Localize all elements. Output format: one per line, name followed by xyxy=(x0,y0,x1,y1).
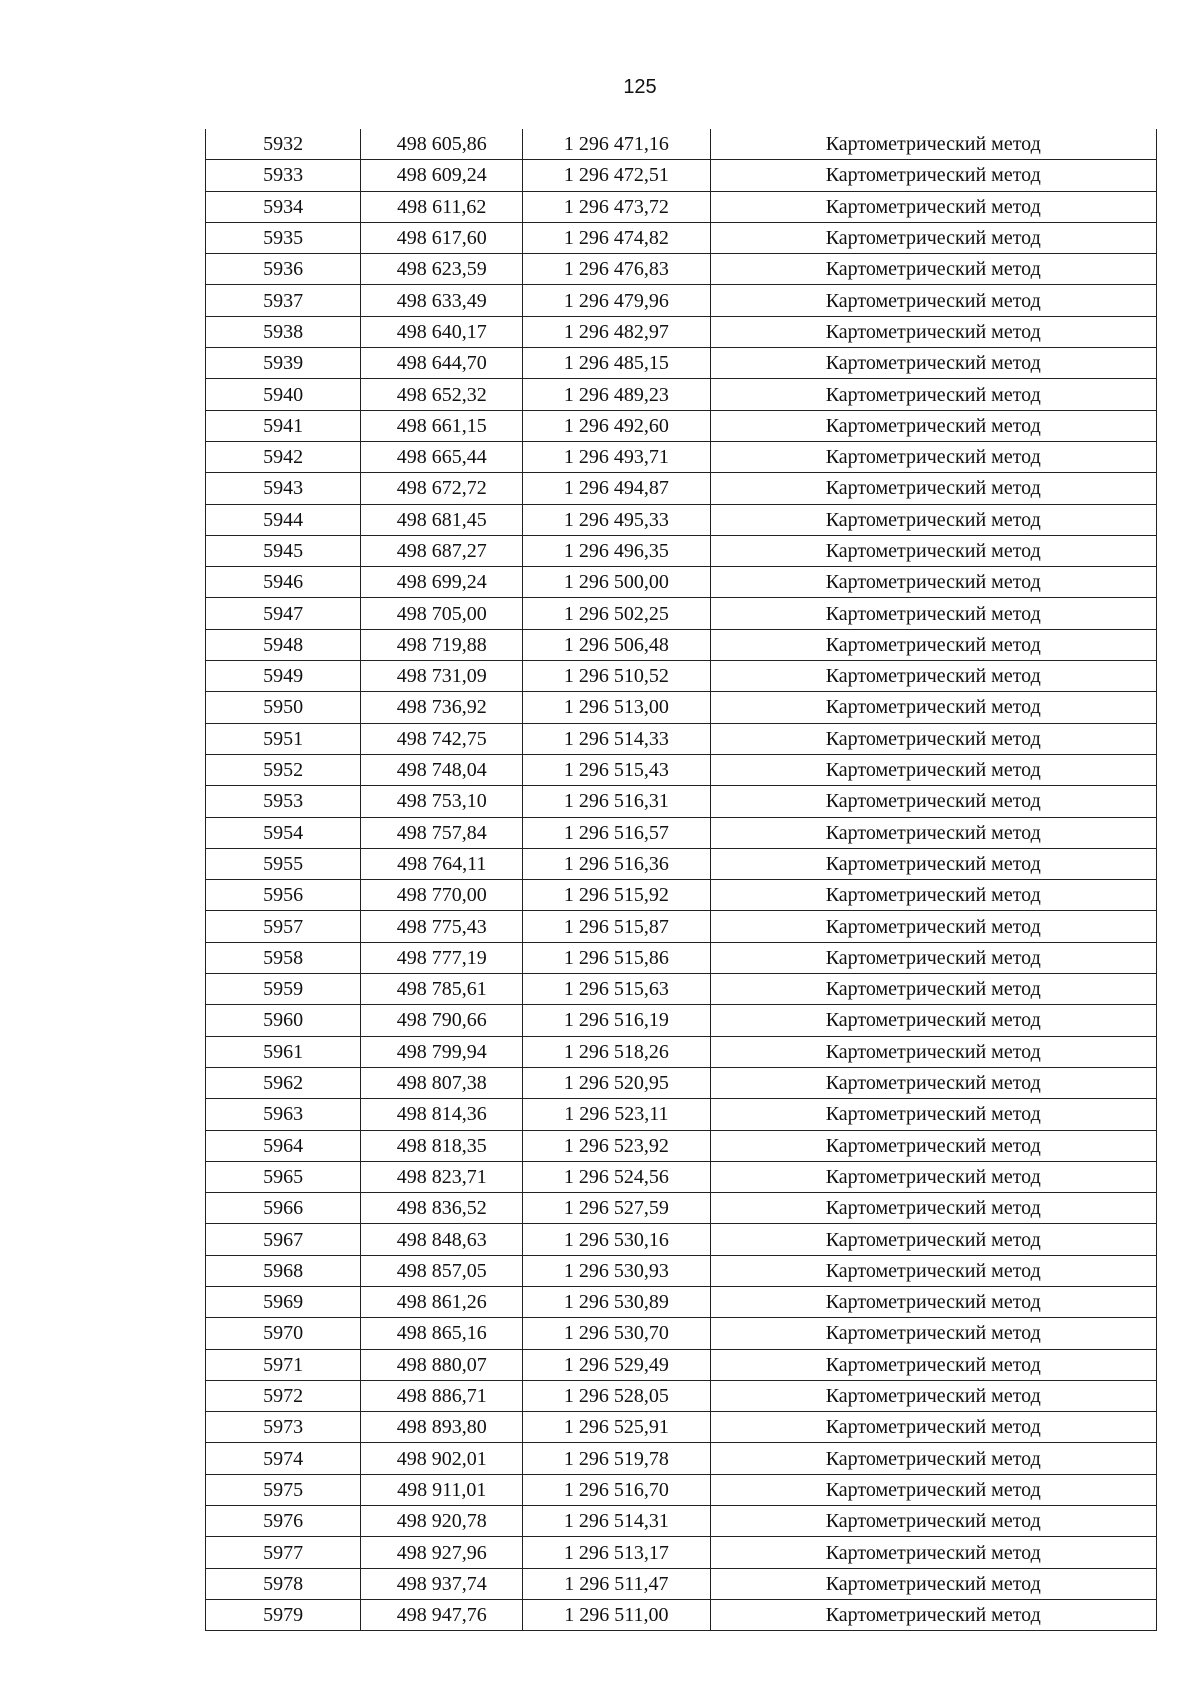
table-row xyxy=(206,974,1157,1005)
point-number-cell: 5933 xyxy=(206,160,361,191)
table-row xyxy=(206,661,1157,692)
table-row xyxy=(206,504,1157,535)
point-number-cell: 5949 xyxy=(206,661,361,692)
method-cell: Картометрический метод xyxy=(710,285,1157,316)
method-cell: Картометрический метод xyxy=(710,661,1157,692)
y-coordinate-cell: 1 296 515,86 xyxy=(523,942,710,973)
x-coordinate-cell: 498 777,19 xyxy=(361,942,523,973)
y-coordinate-cell: 1 296 494,87 xyxy=(523,473,710,504)
x-coordinate-cell: 498 818,35 xyxy=(361,1130,523,1161)
y-coordinate-cell: 1 296 524,56 xyxy=(523,1161,710,1192)
point-number-cell: 5959 xyxy=(206,974,361,1005)
point-number-cell: 5944 xyxy=(206,504,361,535)
y-coordinate-cell: 1 296 518,26 xyxy=(523,1036,710,1067)
table-row xyxy=(206,1286,1157,1317)
x-coordinate-cell: 498 699,24 xyxy=(361,567,523,598)
x-coordinate-cell: 498 799,94 xyxy=(361,1036,523,1067)
method-cell: Картометрический метод xyxy=(710,1286,1157,1317)
y-coordinate-cell: 1 296 527,59 xyxy=(523,1193,710,1224)
x-coordinate-cell: 498 814,36 xyxy=(361,1099,523,1130)
y-coordinate-cell: 1 296 502,25 xyxy=(523,598,710,629)
method-cell: Картометрический метод xyxy=(710,348,1157,379)
point-number-cell: 5950 xyxy=(206,692,361,723)
y-coordinate-cell: 1 296 506,48 xyxy=(523,629,710,660)
y-coordinate-cell: 1 296 513,17 xyxy=(523,1537,710,1568)
method-cell: Картометрический метод xyxy=(710,786,1157,817)
y-coordinate-cell: 1 296 492,60 xyxy=(523,410,710,441)
table-row xyxy=(206,848,1157,879)
method-cell: Картометрический метод xyxy=(710,160,1157,191)
method-cell: Картометрический метод xyxy=(710,1443,1157,1474)
y-coordinate-cell: 1 296 514,31 xyxy=(523,1506,710,1537)
y-coordinate-cell: 1 296 516,36 xyxy=(523,848,710,879)
x-coordinate-cell: 498 937,74 xyxy=(361,1568,523,1599)
y-coordinate-cell: 1 296 515,43 xyxy=(523,754,710,785)
point-number-cell: 5936 xyxy=(206,254,361,285)
method-cell: Картометрический метод xyxy=(710,974,1157,1005)
x-coordinate-cell: 498 880,07 xyxy=(361,1349,523,1380)
table-row xyxy=(206,129,1157,160)
method-cell: Картометрический метод xyxy=(710,1318,1157,1349)
x-coordinate-cell: 498 705,00 xyxy=(361,598,523,629)
table-row xyxy=(206,254,1157,285)
x-coordinate-cell: 498 687,27 xyxy=(361,535,523,566)
x-coordinate-cell: 498 623,59 xyxy=(361,254,523,285)
x-coordinate-cell: 498 617,60 xyxy=(361,222,523,253)
point-number-cell: 5952 xyxy=(206,754,361,785)
point-number-cell: 5966 xyxy=(206,1193,361,1224)
point-number-cell: 5975 xyxy=(206,1474,361,1505)
point-number-cell: 5968 xyxy=(206,1255,361,1286)
x-coordinate-cell: 498 753,10 xyxy=(361,786,523,817)
method-cell: Картометрический метод xyxy=(710,911,1157,942)
method-cell: Картометрический метод xyxy=(710,1036,1157,1067)
table-row xyxy=(206,316,1157,347)
x-coordinate-cell: 498 927,96 xyxy=(361,1537,523,1568)
table-row xyxy=(206,911,1157,942)
method-cell: Картометрический метод xyxy=(710,629,1157,660)
point-number-cell: 5941 xyxy=(206,410,361,441)
y-coordinate-cell: 1 296 516,70 xyxy=(523,1474,710,1505)
x-coordinate-cell: 498 902,01 xyxy=(361,1443,523,1474)
table-row xyxy=(206,1224,1157,1255)
y-coordinate-cell: 1 296 530,89 xyxy=(523,1286,710,1317)
point-number-cell: 5973 xyxy=(206,1412,361,1443)
point-number-cell: 5932 xyxy=(206,129,361,160)
x-coordinate-cell: 498 736,92 xyxy=(361,692,523,723)
y-coordinate-cell: 1 296 474,82 xyxy=(523,222,710,253)
point-number-cell: 5942 xyxy=(206,441,361,472)
method-cell: Картометрический метод xyxy=(710,1599,1157,1630)
method-cell: Картометрический метод xyxy=(710,1349,1157,1380)
point-number-cell: 5957 xyxy=(206,911,361,942)
method-cell: Картометрический метод xyxy=(710,1067,1157,1098)
method-cell: Картометрический метод xyxy=(710,1380,1157,1411)
point-number-cell: 5965 xyxy=(206,1161,361,1192)
point-number-cell: 5963 xyxy=(206,1099,361,1130)
x-coordinate-cell: 498 785,61 xyxy=(361,974,523,1005)
x-coordinate-cell: 498 652,32 xyxy=(361,379,523,410)
y-coordinate-cell: 1 296 516,31 xyxy=(523,786,710,817)
point-number-cell: 5939 xyxy=(206,348,361,379)
coordinates-table-body xyxy=(206,129,1157,1631)
table-row xyxy=(206,1568,1157,1599)
table-row xyxy=(206,1349,1157,1380)
table-row xyxy=(206,567,1157,598)
method-cell: Картометрический метод xyxy=(710,1537,1157,1568)
table-row xyxy=(206,598,1157,629)
method-cell: Картометрический метод xyxy=(710,504,1157,535)
table-row xyxy=(206,379,1157,410)
y-coordinate-cell: 1 296 510,52 xyxy=(523,661,710,692)
y-coordinate-cell: 1 296 530,16 xyxy=(523,1224,710,1255)
y-coordinate-cell: 1 296 489,23 xyxy=(523,379,710,410)
table-row xyxy=(206,1506,1157,1537)
table-row xyxy=(206,191,1157,222)
point-number-cell: 5937 xyxy=(206,285,361,316)
x-coordinate-cell: 498 748,04 xyxy=(361,754,523,785)
x-coordinate-cell: 498 886,71 xyxy=(361,1380,523,1411)
x-coordinate-cell: 498 861,26 xyxy=(361,1286,523,1317)
point-number-cell: 5964 xyxy=(206,1130,361,1161)
x-coordinate-cell: 498 911,01 xyxy=(361,1474,523,1505)
x-coordinate-cell: 498 947,76 xyxy=(361,1599,523,1630)
x-coordinate-cell: 498 609,24 xyxy=(361,160,523,191)
method-cell: Картометрический метод xyxy=(710,567,1157,598)
point-number-cell: 5979 xyxy=(206,1599,361,1630)
table-row xyxy=(206,348,1157,379)
point-number-cell: 5962 xyxy=(206,1067,361,1098)
table-row xyxy=(206,1255,1157,1286)
point-number-cell: 5967 xyxy=(206,1224,361,1255)
table-row xyxy=(206,942,1157,973)
point-number-cell: 5955 xyxy=(206,848,361,879)
method-cell: Картометрический метод xyxy=(710,754,1157,785)
table-row xyxy=(206,1412,1157,1443)
y-coordinate-cell: 1 296 513,00 xyxy=(523,692,710,723)
coordinates-table xyxy=(205,129,1157,1631)
table-row xyxy=(206,160,1157,191)
point-number-cell: 5948 xyxy=(206,629,361,660)
table-row xyxy=(206,880,1157,911)
x-coordinate-cell: 498 672,72 xyxy=(361,473,523,504)
y-coordinate-cell: 1 296 516,19 xyxy=(523,1005,710,1036)
y-coordinate-cell: 1 296 516,57 xyxy=(523,817,710,848)
y-coordinate-cell: 1 296 511,47 xyxy=(523,1568,710,1599)
point-number-cell: 5935 xyxy=(206,222,361,253)
point-number-cell: 5972 xyxy=(206,1380,361,1411)
table-row xyxy=(206,629,1157,660)
table-row xyxy=(206,1130,1157,1161)
table-row xyxy=(206,1537,1157,1568)
x-coordinate-cell: 498 836,52 xyxy=(361,1193,523,1224)
x-coordinate-cell: 498 661,15 xyxy=(361,410,523,441)
y-coordinate-cell: 1 296 473,72 xyxy=(523,191,710,222)
method-cell: Картометрический метод xyxy=(710,598,1157,629)
method-cell: Картометрический метод xyxy=(710,1130,1157,1161)
page-number: 125 xyxy=(623,76,657,98)
x-coordinate-cell: 498 775,43 xyxy=(361,911,523,942)
x-coordinate-cell: 498 807,38 xyxy=(361,1067,523,1098)
point-number-cell: 5977 xyxy=(206,1537,361,1568)
y-coordinate-cell: 1 296 471,16 xyxy=(523,129,710,160)
y-coordinate-cell: 1 296 514,33 xyxy=(523,723,710,754)
method-cell: Картометрический метод xyxy=(710,1412,1157,1443)
x-coordinate-cell: 498 790,66 xyxy=(361,1005,523,1036)
x-coordinate-cell: 498 605,86 xyxy=(361,129,523,160)
x-coordinate-cell: 498 644,70 xyxy=(361,348,523,379)
table-row xyxy=(206,1599,1157,1630)
x-coordinate-cell: 498 764,11 xyxy=(361,848,523,879)
method-cell: Картометрический метод xyxy=(710,1255,1157,1286)
point-number-cell: 5940 xyxy=(206,379,361,410)
point-number-cell: 5943 xyxy=(206,473,361,504)
x-coordinate-cell: 498 757,84 xyxy=(361,817,523,848)
method-cell: Картометрический метод xyxy=(710,316,1157,347)
y-coordinate-cell: 1 296 515,63 xyxy=(523,974,710,1005)
point-number-cell: 5934 xyxy=(206,191,361,222)
y-coordinate-cell: 1 296 529,49 xyxy=(523,1349,710,1380)
y-coordinate-cell: 1 296 476,83 xyxy=(523,254,710,285)
x-coordinate-cell: 498 893,80 xyxy=(361,1412,523,1443)
method-cell: Картометрический метод xyxy=(710,1568,1157,1599)
point-number-cell: 5958 xyxy=(206,942,361,973)
y-coordinate-cell: 1 296 496,35 xyxy=(523,535,710,566)
table-row xyxy=(206,535,1157,566)
x-coordinate-cell: 498 681,45 xyxy=(361,504,523,535)
x-coordinate-cell: 498 823,71 xyxy=(361,1161,523,1192)
method-cell: Картометрический метод xyxy=(710,1193,1157,1224)
method-cell: Картометрический метод xyxy=(710,1224,1157,1255)
method-cell: Картометрический метод xyxy=(710,441,1157,472)
table-row xyxy=(206,817,1157,848)
point-number-cell: 5971 xyxy=(206,1349,361,1380)
x-coordinate-cell: 498 770,00 xyxy=(361,880,523,911)
point-number-cell: 5938 xyxy=(206,316,361,347)
y-coordinate-cell: 1 296 495,33 xyxy=(523,504,710,535)
table-row xyxy=(206,786,1157,817)
point-number-cell: 5947 xyxy=(206,598,361,629)
method-cell: Картометрический метод xyxy=(710,129,1157,160)
point-number-cell: 5953 xyxy=(206,786,361,817)
point-number-cell: 5945 xyxy=(206,535,361,566)
y-coordinate-cell: 1 296 530,93 xyxy=(523,1255,710,1286)
y-coordinate-cell: 1 296 519,78 xyxy=(523,1443,710,1474)
x-coordinate-cell: 498 865,16 xyxy=(361,1318,523,1349)
method-cell: Картометрический метод xyxy=(710,1506,1157,1537)
x-coordinate-cell: 498 665,44 xyxy=(361,441,523,472)
method-cell: Картометрический метод xyxy=(710,222,1157,253)
y-coordinate-cell: 1 296 525,91 xyxy=(523,1412,710,1443)
y-coordinate-cell: 1 296 482,97 xyxy=(523,316,710,347)
point-number-cell: 5961 xyxy=(206,1036,361,1067)
x-coordinate-cell: 498 848,63 xyxy=(361,1224,523,1255)
y-coordinate-cell: 1 296 472,51 xyxy=(523,160,710,191)
x-coordinate-cell: 498 633,49 xyxy=(361,285,523,316)
point-number-cell: 5978 xyxy=(206,1568,361,1599)
y-coordinate-cell: 1 296 485,15 xyxy=(523,348,710,379)
point-number-cell: 5969 xyxy=(206,1286,361,1317)
table-row xyxy=(206,1161,1157,1192)
table-row xyxy=(206,692,1157,723)
table-row xyxy=(206,1380,1157,1411)
table-row xyxy=(206,285,1157,316)
point-number-cell: 5956 xyxy=(206,880,361,911)
x-coordinate-cell: 498 640,17 xyxy=(361,316,523,347)
point-number-cell: 5951 xyxy=(206,723,361,754)
table-row xyxy=(206,1318,1157,1349)
table-row xyxy=(206,723,1157,754)
y-coordinate-cell: 1 296 500,00 xyxy=(523,567,710,598)
method-cell: Картометрический метод xyxy=(710,1099,1157,1130)
y-coordinate-cell: 1 296 523,92 xyxy=(523,1130,710,1161)
x-coordinate-cell: 498 920,78 xyxy=(361,1506,523,1537)
point-number-cell: 5954 xyxy=(206,817,361,848)
method-cell: Картометрический метод xyxy=(710,473,1157,504)
x-coordinate-cell: 498 719,88 xyxy=(361,629,523,660)
method-cell: Картометрический метод xyxy=(710,191,1157,222)
table-row xyxy=(206,473,1157,504)
point-number-cell: 5976 xyxy=(206,1506,361,1537)
table-row xyxy=(206,1474,1157,1505)
point-number-cell: 5970 xyxy=(206,1318,361,1349)
method-cell: Картометрический метод xyxy=(710,723,1157,754)
y-coordinate-cell: 1 296 493,71 xyxy=(523,441,710,472)
method-cell: Картометрический метод xyxy=(710,942,1157,973)
y-coordinate-cell: 1 296 511,00 xyxy=(523,1599,710,1630)
table-row xyxy=(206,410,1157,441)
method-cell: Картометрический метод xyxy=(710,1474,1157,1505)
y-coordinate-cell: 1 296 479,96 xyxy=(523,285,710,316)
table-row xyxy=(206,1443,1157,1474)
x-coordinate-cell: 498 611,62 xyxy=(361,191,523,222)
y-coordinate-cell: 1 296 523,11 xyxy=(523,1099,710,1130)
method-cell: Картометрический метод xyxy=(710,848,1157,879)
table-row xyxy=(206,754,1157,785)
method-cell: Картометрический метод xyxy=(710,535,1157,566)
table-row xyxy=(206,1005,1157,1036)
method-cell: Картометрический метод xyxy=(710,379,1157,410)
y-coordinate-cell: 1 296 528,05 xyxy=(523,1380,710,1411)
method-cell: Картометрический метод xyxy=(710,692,1157,723)
x-coordinate-cell: 498 857,05 xyxy=(361,1255,523,1286)
y-coordinate-cell: 1 296 515,92 xyxy=(523,880,710,911)
table-row xyxy=(206,1099,1157,1130)
table-row xyxy=(206,1193,1157,1224)
table-row xyxy=(206,1067,1157,1098)
point-number-cell: 5960 xyxy=(206,1005,361,1036)
method-cell: Картометрический метод xyxy=(710,1005,1157,1036)
y-coordinate-cell: 1 296 515,87 xyxy=(523,911,710,942)
method-cell: Картометрический метод xyxy=(710,817,1157,848)
method-cell: Картометрический метод xyxy=(710,254,1157,285)
x-coordinate-cell: 498 742,75 xyxy=(361,723,523,754)
method-cell: Картометрический метод xyxy=(710,410,1157,441)
method-cell: Картометрический метод xyxy=(710,1161,1157,1192)
y-coordinate-cell: 1 296 530,70 xyxy=(523,1318,710,1349)
point-number-cell: 5974 xyxy=(206,1443,361,1474)
table-row xyxy=(206,222,1157,253)
table-row xyxy=(206,1036,1157,1067)
y-coordinate-cell: 1 296 520,95 xyxy=(523,1067,710,1098)
table-row xyxy=(206,441,1157,472)
x-coordinate-cell: 498 731,09 xyxy=(361,661,523,692)
method-cell: Картометрический метод xyxy=(710,880,1157,911)
point-number-cell: 5946 xyxy=(206,567,361,598)
